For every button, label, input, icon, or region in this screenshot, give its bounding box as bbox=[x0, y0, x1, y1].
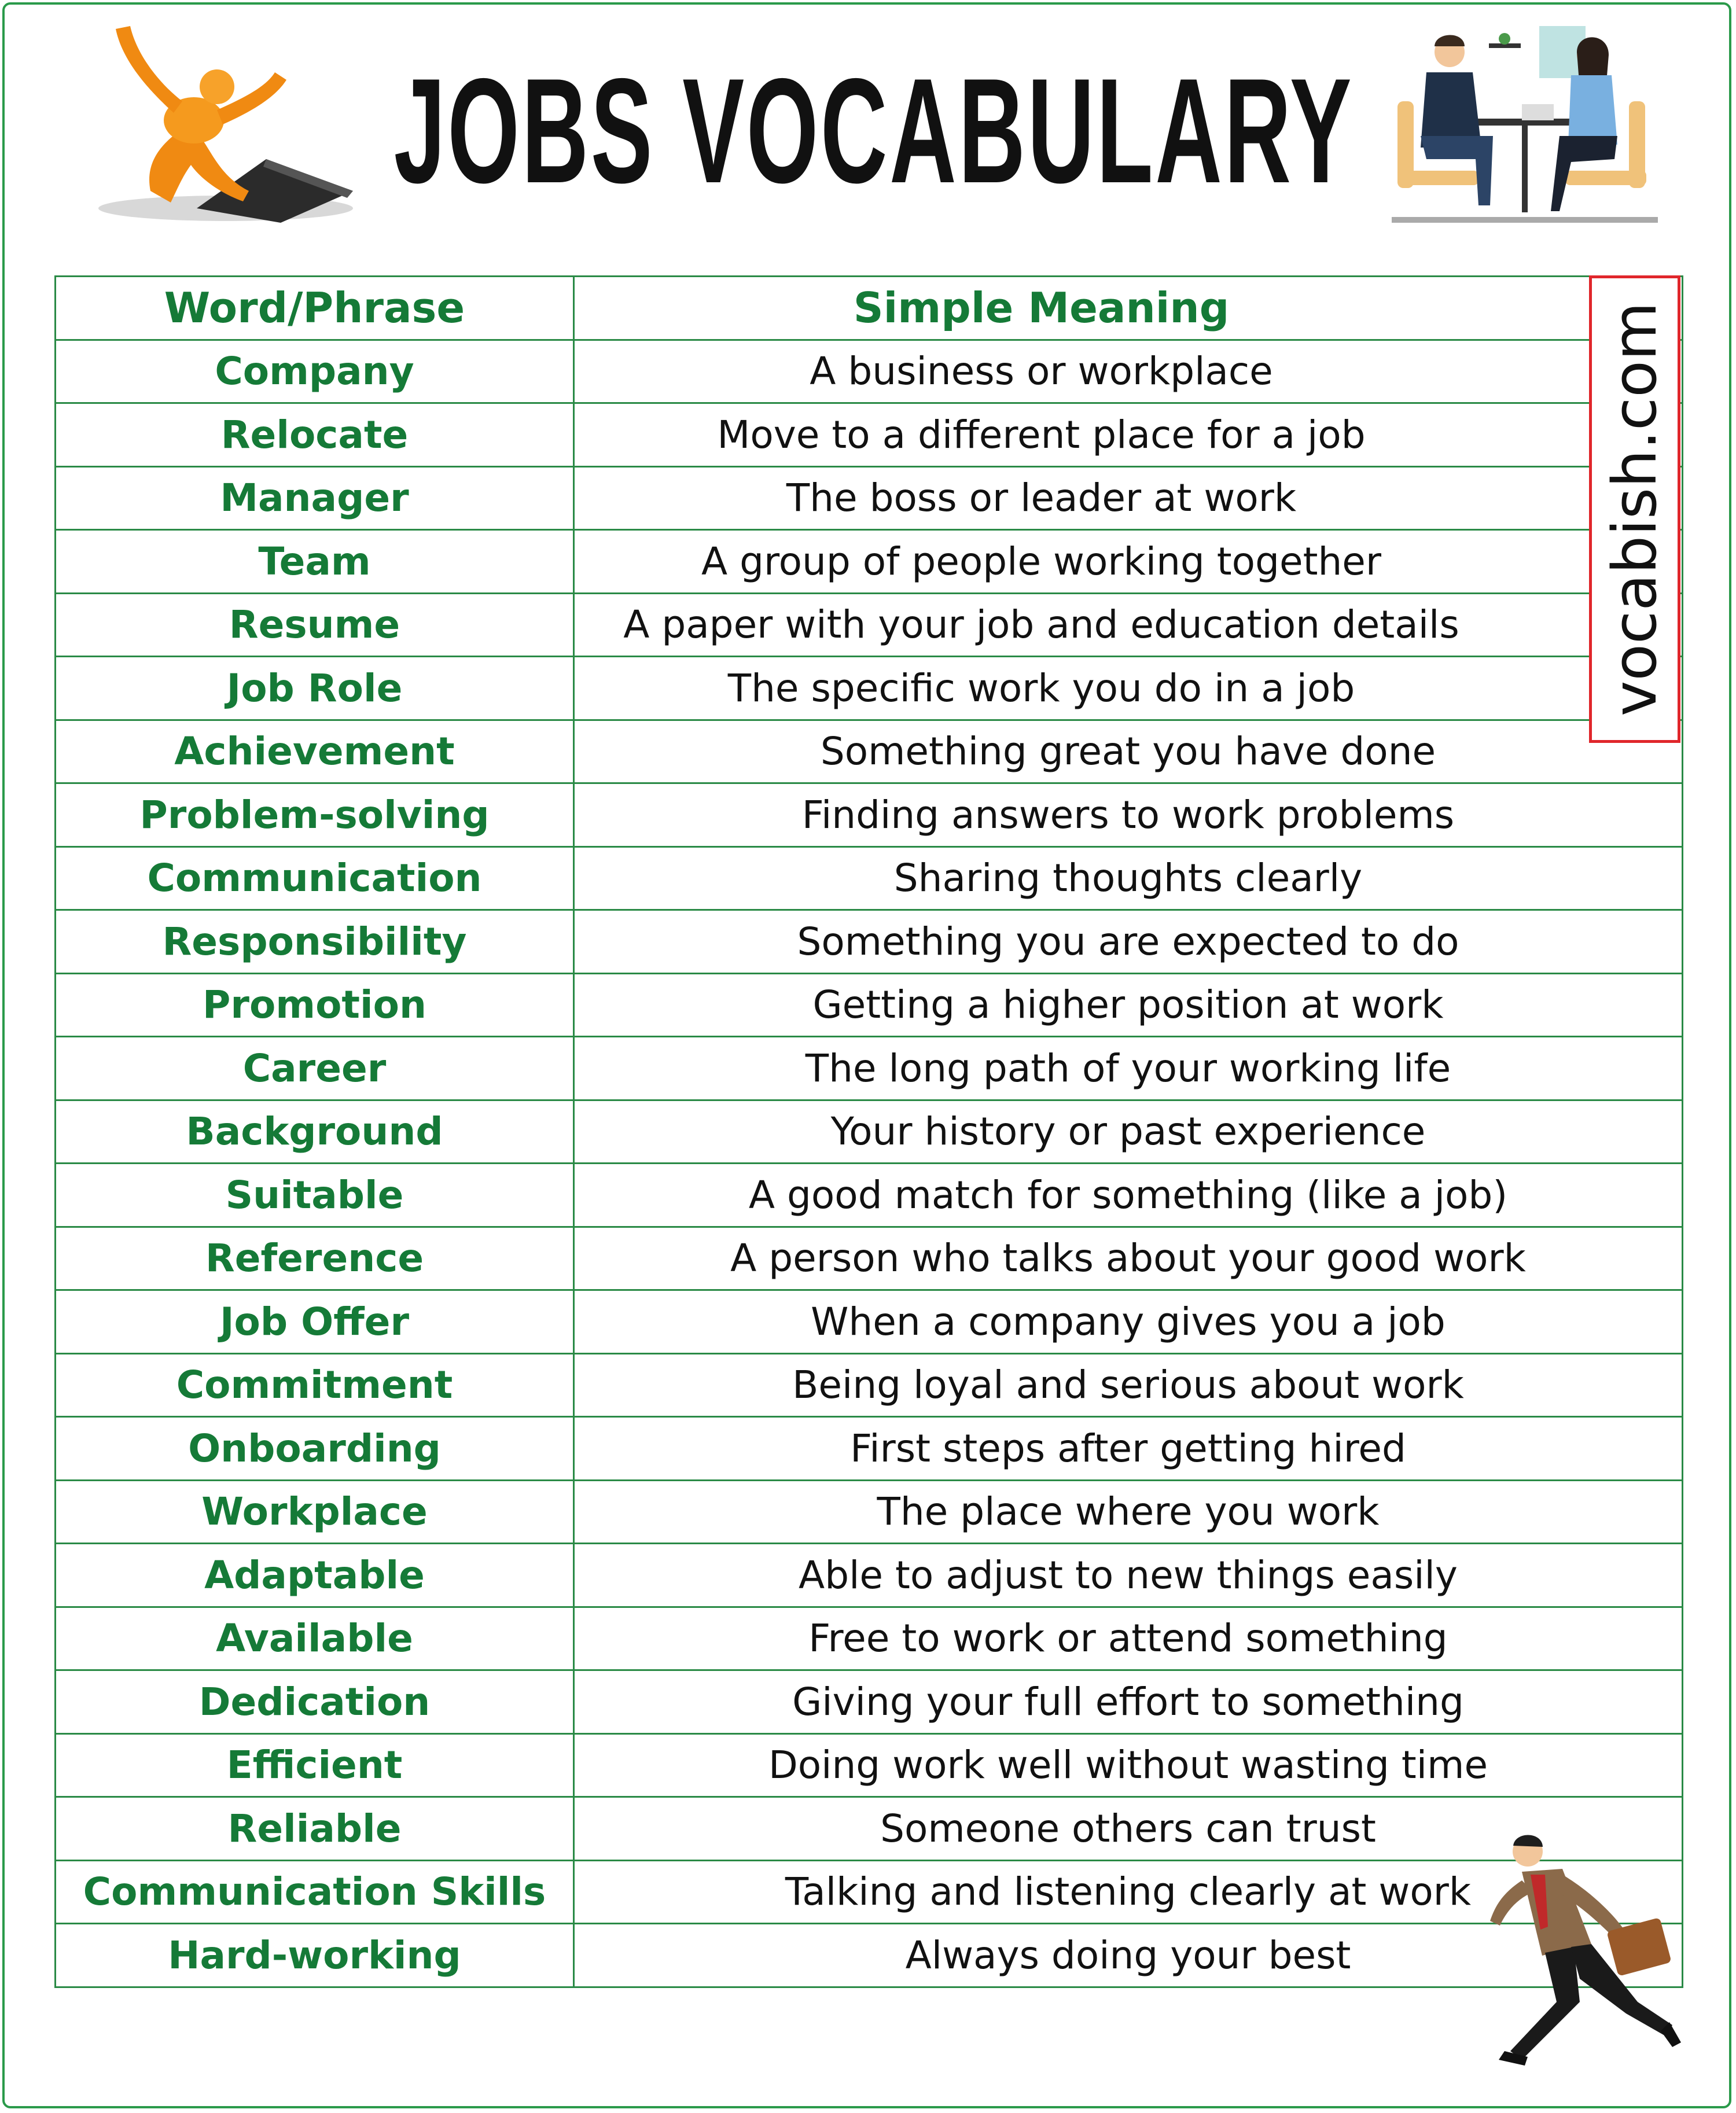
vocab-word: Resume bbox=[56, 593, 574, 657]
table-header-row bbox=[56, 277, 1683, 340]
vocab-word: Efficient bbox=[56, 1733, 574, 1797]
vocab-meaning: Getting a higher position at work bbox=[812, 982, 1444, 1028]
vocab-meaning-cell bbox=[574, 1733, 1683, 1797]
job-interview-icon bbox=[1386, 20, 1664, 234]
vocab-meaning: Sharing thoughts clearly bbox=[893, 856, 1363, 901]
header-simple-meaning bbox=[574, 277, 1683, 340]
vocab-meaning: Move to a different place for a job bbox=[717, 412, 1366, 457]
vocab-meaning: A paper with your job and education details bbox=[623, 602, 1459, 647]
vocab-meaning-cell bbox=[574, 1290, 1683, 1354]
table-row bbox=[56, 1924, 1683, 1987]
table-row bbox=[56, 846, 1683, 910]
vocab-word: Promotion bbox=[56, 973, 574, 1037]
table-row bbox=[56, 1544, 1683, 1607]
table-row bbox=[56, 1290, 1683, 1354]
table-row bbox=[56, 466, 1683, 530]
vocab-word: Job Offer bbox=[56, 1290, 574, 1354]
table-row bbox=[56, 593, 1683, 657]
table-row bbox=[56, 1353, 1683, 1417]
vocab-meaning: The long path of your working life bbox=[805, 1046, 1451, 1091]
vocab-meaning-cell bbox=[574, 973, 1683, 1037]
vocab-meaning-cell bbox=[574, 1037, 1683, 1100]
vocab-meaning-cell bbox=[574, 783, 1683, 847]
vocab-meaning: Talking and listening clearly at work bbox=[785, 1869, 1472, 1915]
table-row bbox=[56, 1417, 1683, 1481]
vocab-meaning: Always doing your best bbox=[905, 1932, 1351, 1978]
vocab-meaning-cell bbox=[574, 466, 1683, 530]
vocab-meaning-cell bbox=[574, 530, 1683, 594]
vocab-meaning-cell bbox=[574, 593, 1683, 657]
vocab-word: Job Role bbox=[56, 657, 574, 720]
table-row bbox=[56, 1480, 1683, 1544]
vocab-word: Reliable bbox=[56, 1797, 574, 1861]
table-row bbox=[56, 1227, 1683, 1290]
vocab-word: Workplace bbox=[56, 1480, 574, 1544]
vocab-meaning-cell bbox=[574, 1227, 1683, 1290]
vocab-meaning: A business or workplace bbox=[810, 349, 1273, 394]
table-row bbox=[56, 1860, 1683, 1924]
table-row bbox=[56, 1670, 1683, 1734]
vocab-word: Dedication bbox=[56, 1670, 574, 1734]
vocab-meaning-cell bbox=[574, 846, 1683, 910]
vocab-word: Communication Skills bbox=[56, 1860, 574, 1924]
table-row bbox=[56, 1607, 1683, 1670]
table-row bbox=[56, 973, 1683, 1037]
vocab-word: Reference bbox=[56, 1227, 574, 1290]
table-row bbox=[56, 340, 1683, 403]
vocab-word: Problem-solving bbox=[56, 783, 574, 847]
vocabulary-table bbox=[54, 275, 1683, 1988]
table-row bbox=[56, 657, 1683, 720]
watermark-text: vocabish.com bbox=[1599, 301, 1670, 717]
vocab-meaning-cell bbox=[574, 1607, 1683, 1670]
table-row bbox=[56, 530, 1683, 594]
vocab-meaning: Able to adjust to new things easily bbox=[799, 1552, 1458, 1597]
celebrating-person-icon bbox=[75, 17, 365, 231]
vocab-word: Suitable bbox=[56, 1164, 574, 1227]
vocab-word: Background bbox=[56, 1100, 574, 1164]
vocab-meaning: A group of people working together bbox=[701, 539, 1382, 584]
table-row bbox=[56, 910, 1683, 974]
vocab-word: Team bbox=[56, 530, 574, 594]
vocab-word: Relocate bbox=[56, 403, 574, 467]
table-row bbox=[56, 1100, 1683, 1164]
table-row bbox=[56, 783, 1683, 847]
header-simple-meaning-label: Simple Meaning bbox=[853, 284, 1230, 333]
vocab-meaning-cell bbox=[574, 657, 1683, 720]
table-row bbox=[56, 1797, 1683, 1861]
vocab-word: Career bbox=[56, 1037, 574, 1100]
vocab-word: Communication bbox=[56, 846, 574, 910]
vocab-meaning: A good match for something (like a job) bbox=[748, 1172, 1508, 1217]
table-row bbox=[56, 1037, 1683, 1100]
vocab-word: Onboarding bbox=[56, 1417, 574, 1481]
vocab-meaning: The specific work you do in a job bbox=[727, 665, 1355, 711]
vocab-word: Responsibility bbox=[56, 910, 574, 974]
vocab-meaning: When a company gives you a job bbox=[811, 1299, 1446, 1344]
vocab-meaning-cell bbox=[574, 720, 1683, 783]
vocab-meaning: The place where you work bbox=[877, 1489, 1380, 1534]
running-businessman-icon bbox=[1487, 1828, 1690, 2083]
vocab-meaning: Something you are expected to do bbox=[797, 919, 1459, 964]
table-row bbox=[56, 403, 1683, 467]
vocab-meaning-cell bbox=[574, 1353, 1683, 1417]
vocab-word: Hard-working bbox=[56, 1924, 574, 1987]
table-row bbox=[56, 1164, 1683, 1227]
vocab-meaning: A person who talks about your good work bbox=[730, 1236, 1526, 1281]
vocab-meaning: Free to work or attend something bbox=[808, 1616, 1448, 1661]
vocab-meaning: Being loyal and serious about work bbox=[792, 1363, 1464, 1408]
vocab-word: Manager bbox=[56, 466, 574, 530]
vocab-word: Company bbox=[56, 340, 574, 403]
vocab-word: Commitment bbox=[56, 1353, 574, 1417]
header-word-phrase: Word/Phrase bbox=[56, 277, 574, 340]
vocab-meaning-cell bbox=[574, 1670, 1683, 1734]
vocab-meaning-cell bbox=[574, 403, 1683, 467]
vocab-meaning: Your history or past experience bbox=[830, 1109, 1426, 1154]
vocab-meaning: Something great you have done bbox=[820, 729, 1436, 774]
table-row bbox=[56, 720, 1683, 783]
vocab-meaning-cell bbox=[574, 1417, 1683, 1481]
vocab-meaning: The boss or leader at work bbox=[786, 476, 1297, 521]
vocab-word: Adaptable bbox=[56, 1544, 574, 1607]
vocab-meaning-cell bbox=[574, 1480, 1683, 1544]
watermark-box bbox=[1589, 275, 1680, 743]
vocab-meaning-cell bbox=[574, 1100, 1683, 1164]
vocab-meaning: Doing work well without wasting time bbox=[768, 1743, 1488, 1788]
table-row bbox=[56, 1733, 1683, 1797]
vocab-meaning: Giving your full effort to something bbox=[792, 1679, 1464, 1724]
vocab-meaning-cell bbox=[574, 1164, 1683, 1227]
vocab-meaning: Finding answers to work problems bbox=[801, 792, 1455, 837]
vocab-meaning-cell bbox=[574, 1544, 1683, 1607]
vocab-word: Available bbox=[56, 1607, 574, 1670]
page-title: JOBS VOCABULARY bbox=[393, 46, 1354, 214]
vocab-meaning: First steps after getting hired bbox=[850, 1426, 1406, 1471]
vocab-meaning-cell bbox=[574, 340, 1683, 403]
vocab-meaning: Someone others can trust bbox=[880, 1806, 1376, 1851]
vocab-meaning-cell bbox=[574, 910, 1683, 974]
vocab-word: Achievement bbox=[56, 720, 574, 783]
